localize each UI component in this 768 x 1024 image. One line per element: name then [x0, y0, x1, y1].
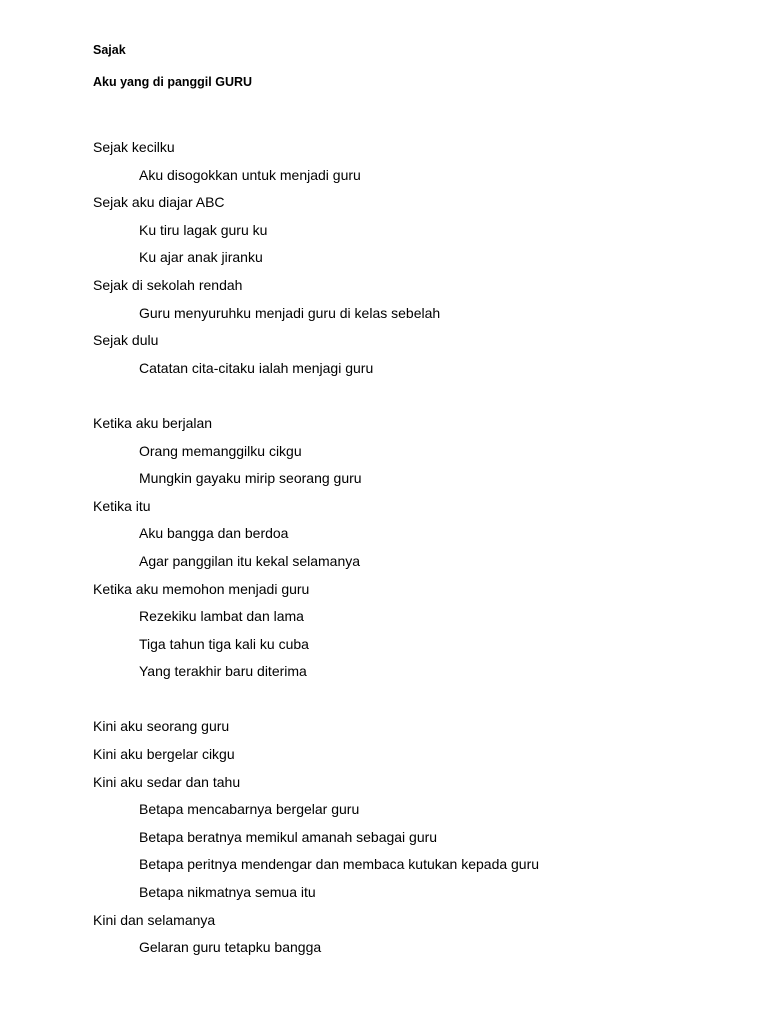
poem-line: Orang memanggilku cikgu — [139, 442, 302, 459]
poem-line: Ku tiru lagak guru ku — [139, 221, 268, 238]
poem-line: Yang terakhir baru diterima — [139, 663, 307, 680]
poem-line: Aku bangga dan berdoa — [139, 525, 289, 542]
poem-title: Aku yang di panggil GURU — [93, 75, 253, 89]
poem-line: Tiga tahun tiga kali ku cuba — [139, 635, 309, 652]
poem-line: Sejak aku diajar ABC — [93, 194, 225, 211]
poem-line: Catatan cita-citaku ialah menjagi guru — [139, 359, 374, 376]
poem-line: Betapa peritnya mendengar dan membaca kutukan kepada guru — [139, 856, 540, 873]
poem-line: Ku ajar anak jiranku — [139, 249, 263, 266]
stanza-gap — [93, 382, 733, 410]
poem-line: Betapa nikmatnya semua itu — [139, 884, 316, 901]
poem-line: Rezekiku lambat dan lama — [139, 608, 304, 625]
poem-line: Ketika aku memohon menjadi guru — [93, 580, 310, 597]
poem-line: Guru menyuruhku menjadi guru di kelas sebelah — [139, 304, 441, 321]
poem-line: Mungkin gayaku mirip seorang guru — [139, 470, 362, 487]
poem-line: Betapa beratnya memikul amanah sebagai guru — [139, 828, 438, 845]
poem-line: Gelaran guru tetapku bangga — [139, 939, 322, 956]
poem-line: Kini aku seorang guru — [93, 718, 230, 735]
poem-line: Ketika itu — [93, 497, 151, 514]
poem-line: Aku disogokkan untuk menjadi guru — [139, 166, 361, 183]
poem-line: Ketika aku berjalan — [93, 414, 213, 431]
poem-line: Sejak di sekolah rendah — [93, 276, 243, 293]
poem-line: Kini dan selamanya — [93, 911, 216, 928]
stanza-gap — [93, 686, 733, 714]
poem-line: Sejak dulu — [93, 332, 159, 349]
poem-line: Kini aku bergelar cikgu — [93, 746, 235, 763]
poem-body — [93, 134, 733, 962]
poem-line: Agar panggilan itu kekal selamanya — [139, 552, 361, 569]
document-label: Sajak — [93, 43, 126, 57]
poem-line: Betapa mencabarnya bergelar guru — [139, 801, 360, 818]
poem-line: Sejak kecilku — [93, 139, 175, 155]
poem-line: Kini aku sedar dan tahu — [93, 773, 241, 790]
